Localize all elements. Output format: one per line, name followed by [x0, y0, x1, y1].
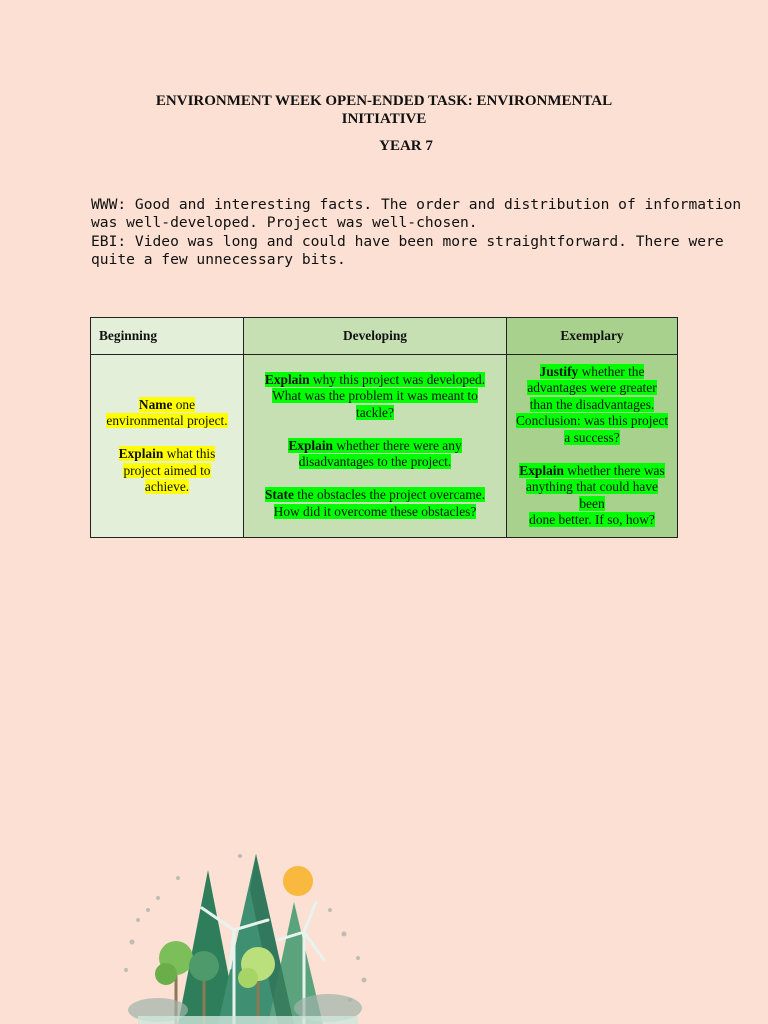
- criterion-text: one: [172, 396, 196, 412]
- developing-cell: [244, 355, 507, 538]
- criterion-line: [244, 454, 506, 471]
- criterion-keyword: Explain: [118, 446, 164, 461]
- title-line-1: ENVIRONMENT WEEK OPEN-ENDED TASK: ENVIRONMENTAL: [155, 93, 613, 109]
- feedback-line: quite a few unnecessary bits.: [91, 250, 346, 268]
- criterion-keyword: Explain: [519, 462, 564, 478]
- year-label: YEAR 7: [379, 138, 433, 154]
- criterion-text: How did it overcome these obstacles?: [273, 503, 477, 519]
- criterion-text: project aimed to: [123, 462, 211, 478]
- criterion-line: [507, 463, 677, 480]
- criterion-text: than the disadvantages.: [529, 396, 655, 412]
- criterion-paragraph: [244, 487, 506, 520]
- title-line-2: INITIATIVE: [341, 111, 427, 127]
- criterion-text: anything that could have: [525, 479, 658, 494]
- criterion-line: [507, 364, 677, 381]
- criterion-text: whether there were any: [333, 437, 462, 453]
- criterion-paragraph: [507, 463, 677, 529]
- feedback-line: EBI: Video was long and could have been more straightforward. There were: [91, 232, 724, 250]
- criterion-line: [91, 446, 243, 463]
- criterion-line: [507, 479, 677, 496]
- criterion-line: [91, 413, 243, 430]
- sun-icon: [283, 866, 313, 896]
- criterion-line: [244, 487, 506, 504]
- rubric-criteria-row: [91, 355, 678, 538]
- feedback-line: was well-developed. Project was well-chosen.: [91, 214, 478, 232]
- rubric-header-row: [91, 318, 678, 355]
- criterion-line: [507, 496, 677, 513]
- header-developing: Developing: [244, 318, 507, 355]
- criterion-line: [91, 463, 243, 480]
- beginning-cell: [91, 355, 244, 538]
- criterion-line: [244, 438, 506, 455]
- criterion-line: [244, 504, 506, 521]
- criterion-paragraph: [91, 446, 243, 496]
- criterion-paragraph: [91, 397, 243, 430]
- header-exemplary: Exemplary: [507, 318, 678, 355]
- criterion-keyword: Explain: [264, 371, 310, 387]
- criterion-line: [244, 405, 506, 422]
- criterion-keyword: Explain: [288, 437, 334, 453]
- criterion-line: [91, 397, 243, 414]
- document-title: [0, 92, 768, 128]
- criterion-text: been: [579, 495, 605, 511]
- criterion-text: a success?: [564, 429, 620, 445]
- criterion-text: the obstacles the project overcame.: [293, 487, 486, 503]
- criterion-keyword: State: [264, 487, 294, 503]
- criterion-line: [91, 479, 243, 496]
- criterion-text: tackle?: [356, 404, 394, 420]
- criterion-text: whether there was: [563, 462, 665, 478]
- header-beginning: Beginning: [91, 318, 244, 355]
- criterion-keyword: Name: [138, 396, 173, 412]
- rubric-table: [90, 317, 678, 538]
- criterion-text: achieve.: [144, 479, 190, 494]
- environment-illustration: [118, 850, 378, 1024]
- criterion-keyword: Justify: [539, 363, 579, 379]
- criterion-text: done better. If so, how?: [529, 512, 655, 527]
- criterion-text: what this: [163, 446, 216, 461]
- criterion-text: why this project was developed.: [309, 371, 486, 387]
- criterion-paragraph: [507, 364, 677, 447]
- criterion-text: disadvantages to the project.: [298, 454, 452, 470]
- feedback-text: [91, 196, 742, 269]
- criterion-text: Conclusion: was this project: [515, 413, 669, 428]
- criterion-line: [507, 413, 677, 430]
- criterion-text: advantages were greater: [527, 380, 657, 395]
- exemplary-cell: [507, 355, 678, 538]
- feedback-line: WWW: Good and interesting facts. The order and distribution of information: [91, 196, 742, 213]
- criterion-text: What was the problem it was meant to: [272, 388, 478, 404]
- criterion-line: [507, 430, 677, 447]
- criterion-text: whether the: [578, 363, 645, 379]
- criterion-line: [507, 397, 677, 414]
- criterion-paragraph: [244, 372, 506, 422]
- criterion-line: [507, 512, 677, 529]
- criterion-line: [244, 372, 506, 389]
- criterion-paragraph: [244, 438, 506, 471]
- criterion-line: [507, 380, 677, 397]
- criterion-text: environmental project.: [106, 413, 228, 428]
- criterion-line: [244, 388, 506, 405]
